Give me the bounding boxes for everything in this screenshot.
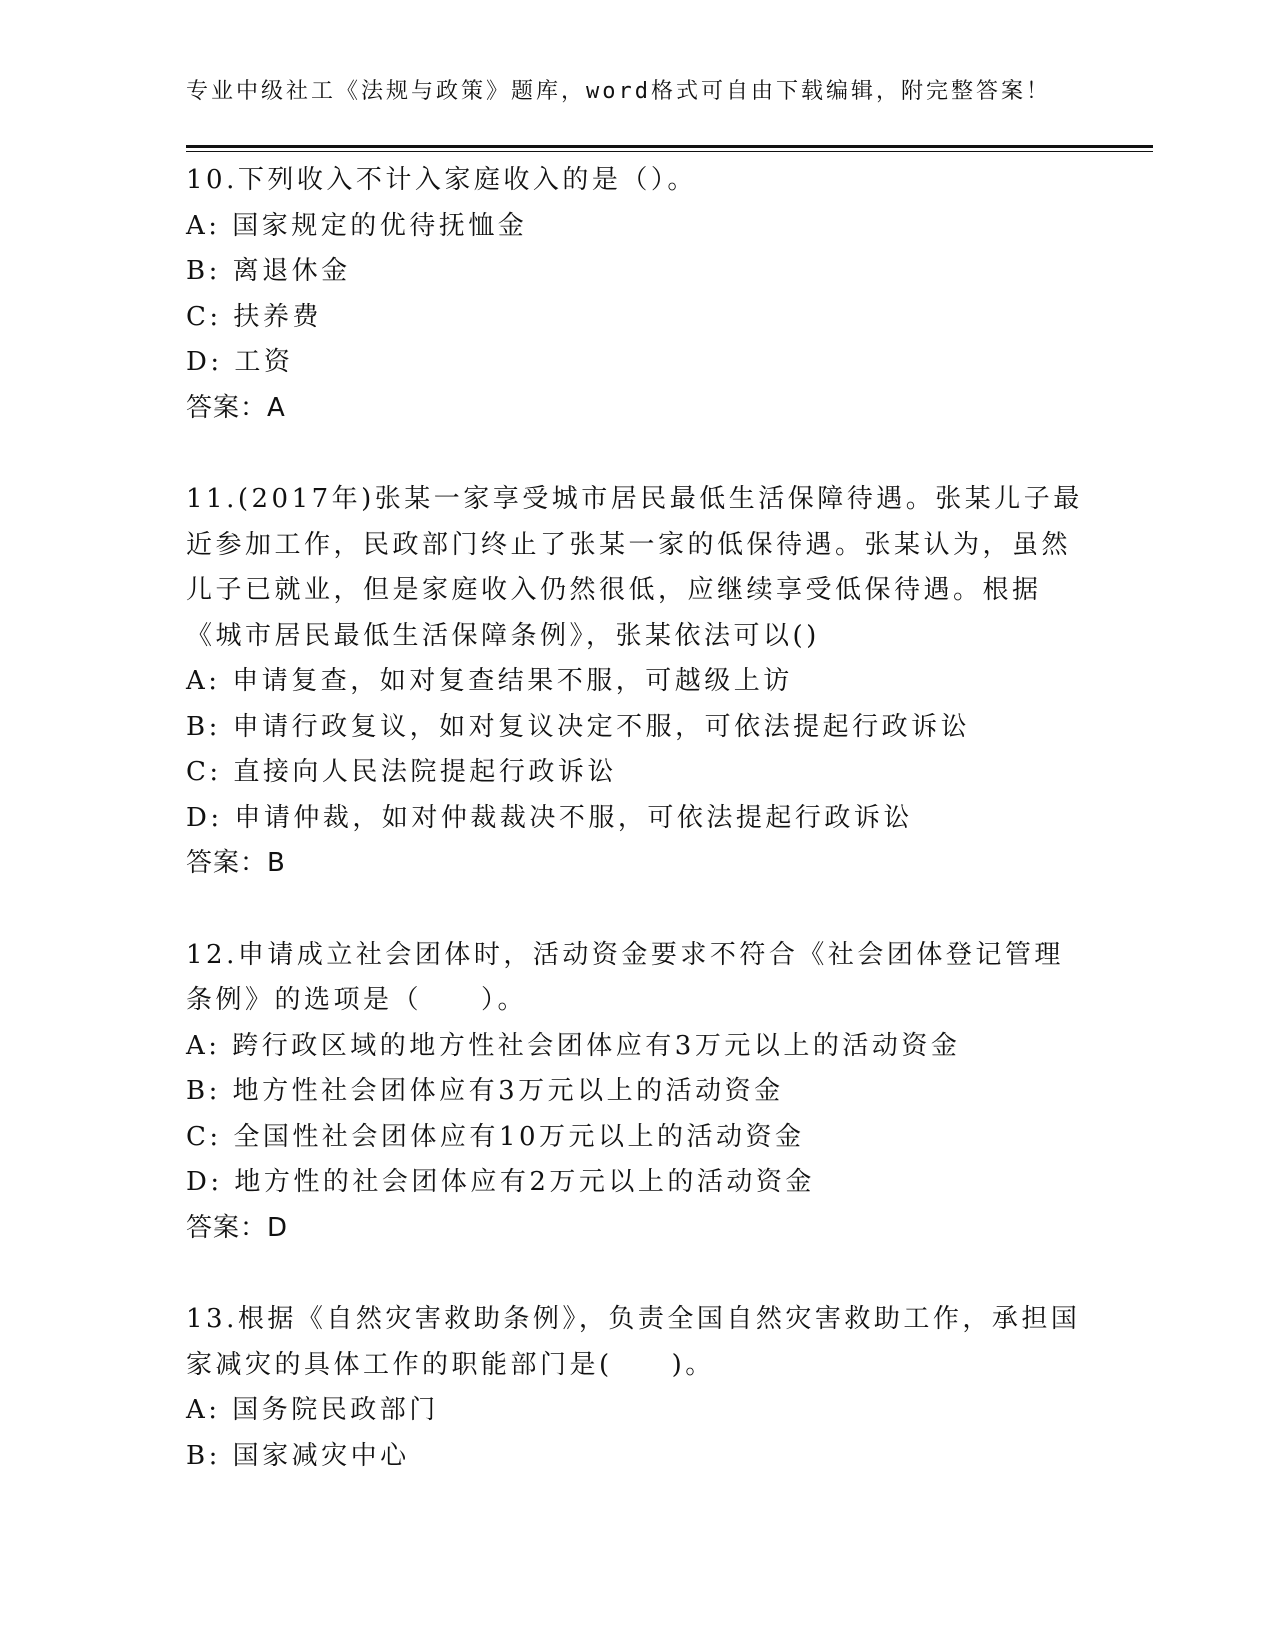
option-c: C: 扶养费 [186, 301, 322, 332]
question-12 [186, 933, 1086, 1252]
option-b: B: 国家减灾中心 [186, 1440, 410, 1471]
answer: 答案：B [186, 848, 286, 878]
option-a: A: 国务院民政部门 [186, 1395, 439, 1425]
option-b: B: 地方性社会团体应有3万元以上的活动资金 [186, 1076, 784, 1106]
option-d: D: 申请仲裁，如对仲裁裁决不服，可依法提起行政诉讼 [186, 802, 913, 833]
question-stem: 12.申请成立社会团体时，活动资金要求不符合《社会团体登记管理条例》的选项是（ ）。 [186, 939, 1064, 1015]
option-b: B: 离退休金 [186, 256, 351, 286]
option-d: D: 地方性的社会团体应有2万元以上的活动资金 [186, 1167, 815, 1197]
question-10 [186, 158, 1086, 431]
header-rule-thick [186, 145, 1153, 148]
document-header: 专业中级社工《法规与政策》题库，word格式可自由下载编辑，附完整答案！ [186, 79, 1051, 104]
question-13 [186, 1297, 1086, 1479]
option-a: A: 跨行政区域的地方性社会团体应有3万元以上的活动资金 [186, 1030, 961, 1061]
option-c: C: 直接向人民法院提起行政诉讼 [186, 757, 617, 787]
question-list [186, 158, 1086, 1525]
header-rule-thin [186, 151, 1153, 152]
option-a: A: 国家规定的优待抚恤金 [186, 210, 528, 241]
question-stem: 13.根据《自然灾害救助条例》，负责全国自然灾害救助工作，承担国家减灾的具体工作的职能部门是( )。 [186, 1304, 1081, 1380]
option-c: C: 全国性社会团体应有10万元以上的活动资金 [186, 1121, 805, 1152]
question-stem: 11.(2017年)张某一家享受城市居民最低生活保障待遇。张某儿子最近参加工作，民政部门终止了张某一家的低保待遇。张某认为，虽然儿子已就业，但是家庭收入仍然很低，应继续享受低保待遇。根据《城市居民最低生活保障条例》，张某依法可以() [186, 484, 1083, 651]
answer: 答案：A [186, 392, 286, 423]
option-d: D: 工资 [186, 347, 294, 377]
question-stem: 10.下列收入不计入家庭收入的是（）。 [186, 165, 697, 195]
option-b: B: 申请行政复议，如对复议决定不服，可依法提起行政诉讼 [186, 711, 971, 742]
answer: 答案：D [186, 1212, 289, 1243]
option-a: A: 申请复查，如对复查结果不服，可越级上访 [186, 666, 793, 696]
question-11 [186, 477, 1086, 887]
